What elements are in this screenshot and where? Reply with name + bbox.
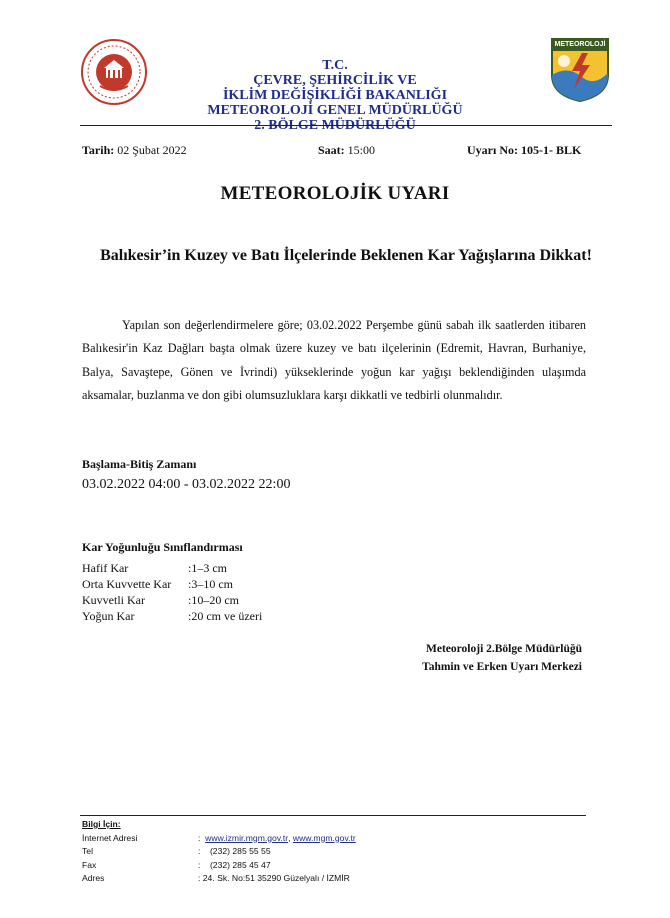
footer-fax-row [82, 859, 356, 873]
date-value: 02 Şubat 2022 [117, 143, 187, 157]
class-name: Yoğun Kar [82, 609, 135, 623]
warning-number-value: 105-1- BLK [521, 143, 582, 157]
period-heading: Başlama-Bitiş Zamanı [82, 457, 197, 471]
org-line-directorate: METEOROLOJİ GENEL MÜDÜRLÜĞÜ [207, 103, 463, 118]
classification-row [82, 560, 262, 576]
footer-rule [80, 815, 586, 816]
ministry-logo [80, 38, 148, 106]
time-value: 15:00 [347, 143, 376, 157]
warning-number-line [467, 143, 581, 158]
signature-block [422, 640, 582, 676]
classification-heading: Kar Yoğunluğu Sınıflandırması [82, 540, 243, 554]
class-value: :1–3 cm [188, 561, 227, 575]
footer-tel-value: : (232) 285 55 55 [198, 846, 271, 856]
footer-fax-value: : (232) 285 45 47 [198, 859, 271, 870]
org-line-tc: T.C. [322, 58, 348, 73]
footer-address-label: Adres [82, 873, 105, 883]
organization-header [150, 58, 520, 133]
footer-address-value: : 24. Sk. No:51 35290 Güzelyalı / İZMİR [198, 873, 350, 883]
signature-line-2: Tahmin ve Erken Uyarı Merkezi [422, 661, 582, 673]
footer-web-separator: , [288, 832, 291, 843]
class-value: :10–20 cm [188, 593, 239, 607]
footer-web-row [82, 832, 356, 846]
warning-number-label: Uyarı No: [467, 143, 518, 157]
footer-tel-label: Tel [82, 846, 93, 856]
izmir-website-link[interactable]: www.izmir.mgm.gov.tr [205, 832, 289, 843]
classification-row [82, 576, 262, 592]
time-line [318, 143, 375, 158]
date-line [82, 143, 187, 158]
class-name: Orta Kuvvette Kar [82, 577, 172, 591]
classification-table [82, 560, 262, 624]
period-value: 03.02.2022 04:00 - 03.02.2022 22:00 [82, 477, 291, 492]
classification-row [82, 608, 262, 624]
footer-web-prefix: : [198, 832, 201, 843]
org-line-ministry-1: ÇEVRE, ŞEHİRCİLİK VE [253, 73, 417, 88]
footer-fax-label: Fax [82, 859, 97, 870]
signature-line-1: Meteoroloji 2.Bölge Müdürlüğü [426, 643, 582, 655]
mgm-website-link[interactable]: www.mgm.gov.tr [292, 832, 356, 843]
date-label: Tarih: [82, 143, 115, 157]
warning-body: Yapılan son değerlendirmelere göre; 03.02.2022 Perşembe günü sabah ilk saatlerden itibaren Balıkesir'in Kaz Dağları başta olmak üzere kuzey ve batı ilçelerinin (Edremit, Havran, Burhaniye, Balya, Savaştepe, Gönen ve İvrindi) yükseklerinde yoğun kar yağışı beklendiğinden ulaşımda aksamalar, buzlanma ve don gibi olumsuzluklara karşı dikkatli ve tedbirli olunmalıdır. [82, 318, 586, 403]
document-title: METEOROLOJİK UYARI [220, 183, 450, 204]
class-value: :3–10 cm [188, 577, 233, 591]
footer-address-row [82, 872, 356, 886]
contact-footer [82, 818, 356, 886]
org-line-region: 2. BÖLGE MÜDÜRLÜĞÜ [254, 118, 416, 133]
header-rule [80, 125, 612, 126]
classification-row [82, 592, 262, 608]
org-line-ministry-2: İKLİM DEĞİŞİKLİĞİ BAKANLIĞI [222, 88, 448, 103]
class-value: :20 cm ve üzeri [188, 609, 263, 623]
class-name: Kuvvetli Kar [82, 593, 145, 607]
footer-web-label: İnternet Adresi [82, 832, 138, 843]
warning-headline: Balıkesir’in Kuzey ve Batı İlçelerinde Beklenen Kar Yağışlarına Dikkat! [100, 247, 592, 264]
time-label: Saat: [318, 143, 345, 157]
class-name: Hafif Kar [82, 561, 129, 575]
footer-tel-row [82, 845, 356, 859]
meteorology-logo-text: METEOROLOJİ [554, 41, 606, 48]
footer-title: Bilgi İçin: [82, 819, 121, 829]
meteorology-logo [548, 35, 612, 103]
